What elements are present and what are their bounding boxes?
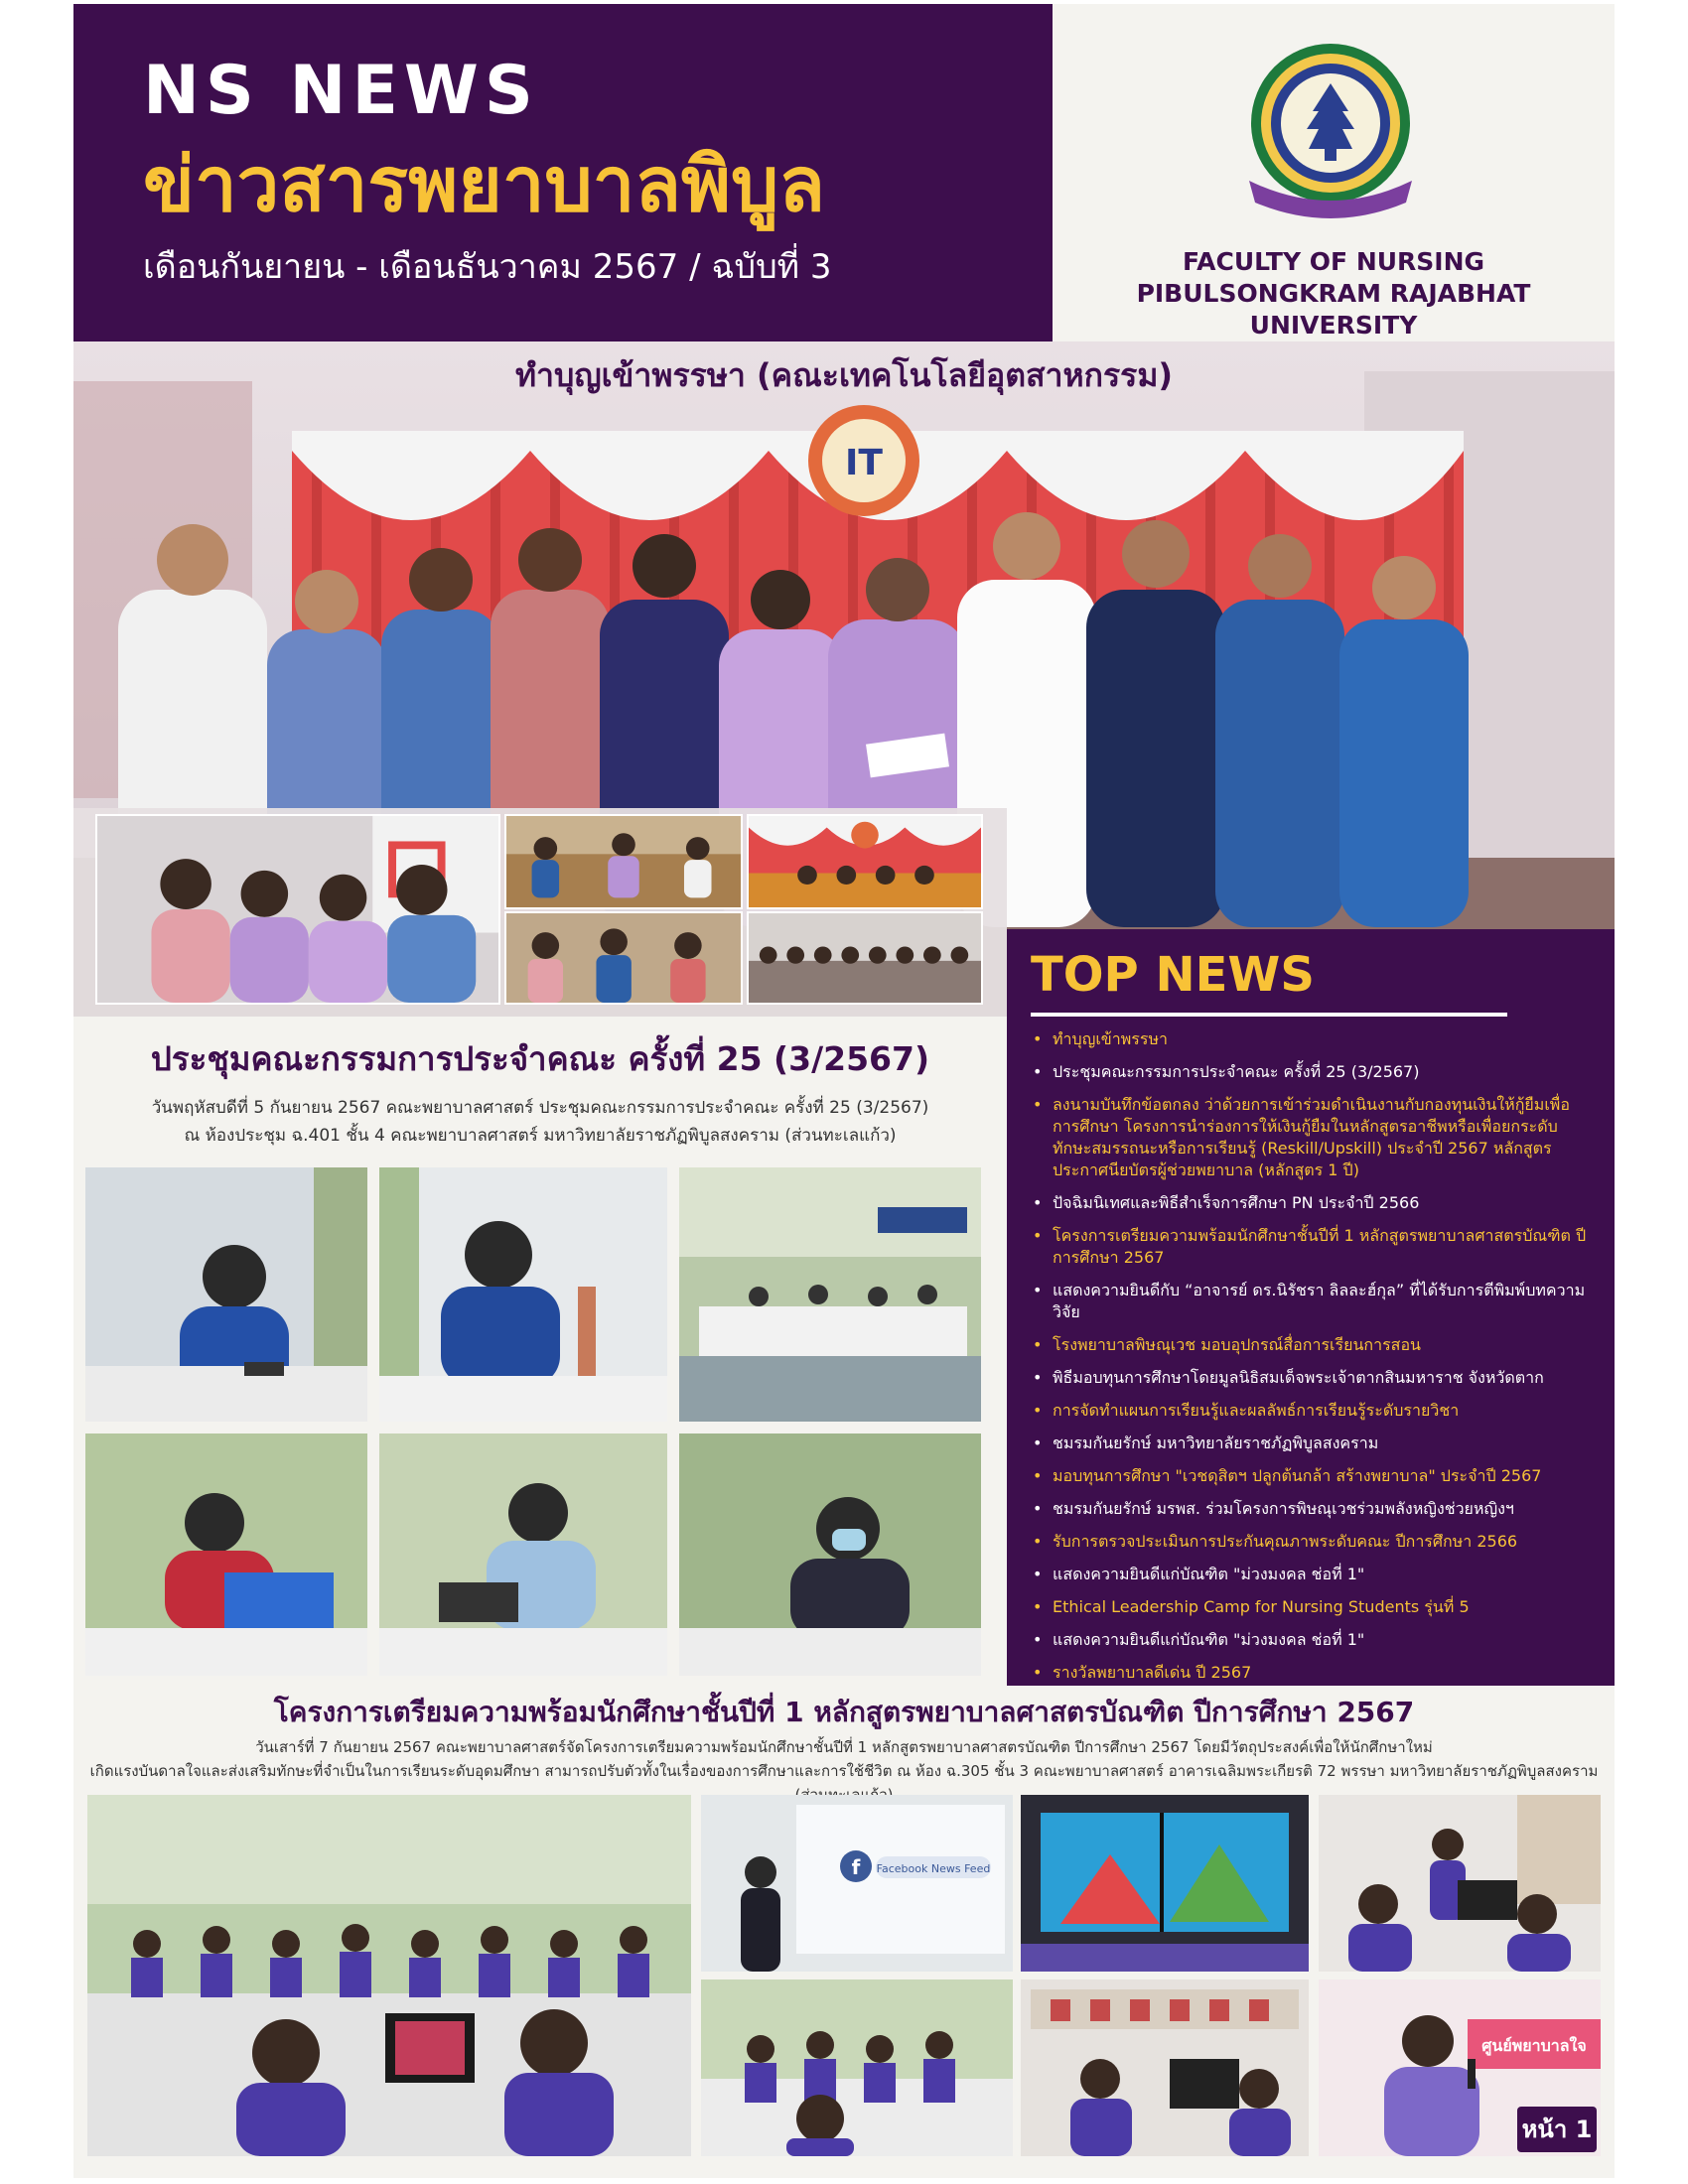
meeting-photo-5 [379, 1433, 667, 1676]
it-logo-text: IT [845, 443, 883, 483]
faculty-name-line1: FACULTY OF NURSING [1182, 247, 1485, 276]
orientation-desc-line2: เกิดแรงบันดาลใจและส่งเสริมทักษะที่จำเป็นในการเรียนระดับอุดมศึกษา สามารถปรับตัวทั้งในเรื่องของการศึกษาและการใช้ชีวิต ณ ห้อง ฉ.305 ชั้น 3 คณะพยาบาลศาสตร์ อาคารเฉลิมพระเกียรติ 72 พรรษา มหาวิทยาลัยราชภัฏพิบูลสงคราม [89, 1762, 1599, 1780]
orientation-photo-students-3 [1021, 1979, 1309, 2156]
masthead [73, 4, 1615, 341]
meeting-desc-line2: ณ ห้องประชุม ฉ.401 ชั้น 4 คณะพยาบาลศาสตร์ มหาวิทยาลัยราชภัฏพิบูลสงคราม (ส่วนทะเลแก้ว) [184, 1126, 897, 1146]
top-news-item[interactable]: • ลงนามบันทึกข้อตกลง ว่าด้วยการเข้าร่วมดำเนินงานกับกองทุนเงินให้กู้ยืมเพื่อการศึกษา โครงการนำร่องการให้เงินกู้ยืมในหลักสูตรอาชีพหรือเพื่อยกระดับทักษะสมรรถนะหรือการเรียนรู้ (Reskill/Upskill) ประจำปี 2567 หลักสูตรประกาศนียบัตรผู้ช่วยพยาบาล (หลักสูตร 1 ปี) [1031, 1094, 1591, 1181]
top-news-divider [1031, 1013, 1507, 1017]
orientation-section-title: โครงการเตรียมความพร้อมนักศึกษาชั้นปีที่ 1 หลักสูตรพยาบาลศาสตรบัณฑิต ปีการศึกษา 2567 [273, 1696, 1415, 1728]
newsletter-title-th: ข่าวสารพยาบาลพิบูล [143, 140, 825, 228]
top-news-item[interactable]: • แสดงความยินดีแก่บัณฑิต "ม่วงมงคล ช่อที่ 1" [1031, 1564, 1591, 1585]
top-news-item[interactable]: • แสดงความยินดีกับ “อาจารย์ ดร.นิรัชรา ลิลละฮ์กุล” ที่ได้รับการตีพิมพ์บทความวิจัย [1031, 1280, 1591, 1323]
orientation-photo-speaker [701, 1795, 1013, 1972]
meeting-photo-2 [379, 1167, 667, 1422]
orientation-photo-classroom [87, 1795, 691, 2156]
meeting-photo-6 [679, 1433, 981, 1676]
hero-photo [73, 341, 1615, 1017]
title-block [73, 4, 1053, 341]
top-news-title: TOP NEWS [1031, 947, 1315, 1003]
meeting-section-description [73, 1094, 1007, 1150]
orientation-photo-students-2 [701, 1979, 1013, 2156]
facebook-feed-label: Facebook News Feed [876, 1862, 991, 1875]
meeting-section-title: ประชุมคณะกรรมการประจำคณะ ครั้งที่ 25 (3/2567) [150, 1039, 930, 1078]
meeting-photo-3 [679, 1167, 981, 1422]
top-news-item[interactable]: • ปัจฉิมนิเทศและพิธีสำเร็จการศึกษา PN ประจำปี 2566 [1031, 1192, 1591, 1214]
meeting-photo-1 [85, 1167, 367, 1422]
hero-thumbnail-5 [747, 911, 983, 1005]
hero-thumbnail-3 [747, 814, 983, 909]
top-news-item[interactable]: • โครงการเตรียมความพร้อมนักศึกษาชั้นปีที่ 1 หลักสูตรพยาบาลศาสตรบัณฑิต ปีการศึกษา 2567 [1031, 1225, 1591, 1269]
faculty-name [1053, 246, 1615, 341]
top-news-item[interactable]: • ทำบุญเข้าพรรษา [1031, 1028, 1591, 1050]
hero-caption: ทำบุญเข้าพรรษา (คณะเทคโนโลยีอุตสาหกรรม) [514, 356, 1174, 394]
hero-thumbnail-4 [504, 911, 743, 1005]
faculty-logo-block [1053, 4, 1615, 341]
faculty-name-line2: PIBULSONGKRAM RAJABHAT UNIVERSITY [1136, 279, 1531, 340]
newsletter-title-en: NS NEWS [143, 52, 539, 130]
hero-thumbnail-2 [504, 814, 743, 909]
svg-text:f: f [851, 1855, 861, 1879]
top-news-item[interactable]: • ชมรมกันยรักษ์ มรพส. ร่วมโครงการพิษณุเวชร่วมพลังหญิงช่วยหญิงฯ [1031, 1498, 1591, 1520]
university-seal-icon [1231, 32, 1430, 230]
top-news-item[interactable]: • แสดงความยินดีแก่บัณฑิต "ม่วงมงคล ช่อที่ 1" [1031, 1629, 1591, 1651]
page-number-badge: หน้า 1 [1517, 2107, 1597, 2152]
issue-line: เดือนกันยายน - เดือนธันวาคม 2567 / ฉบับที่ 3 [143, 247, 832, 287]
top-news-item[interactable]: • มอบทุนการศึกษา "เวชดุสิตฯ ปลูกต้นกล้า สร้างพยาบาล" ประจำปี 2567 [1031, 1465, 1591, 1487]
top-news-item[interactable]: • พิธีมอบทุนการศึกษาโดยมูลนิธิสมเด็จพระเจ้าตากสินมหาราช จังหวัดตาก [1031, 1367, 1591, 1389]
hero-thumbnail-1 [95, 814, 500, 1005]
top-news-item[interactable]: • โรงพยาบาลพิษณุเวช มอบอุปกรณ์สื่อการเรียนการสอน [1031, 1334, 1591, 1356]
meeting-desc-line1: วันพฤหัสบดีที่ 5 กันยายน 2567 คณะพยาบาลศาสตร์ ประชุมคณะกรรมการประจำคณะ ครั้งที่ 25 (3/2567) [151, 1098, 929, 1118]
poster-label: ศูนย์พยาบาลใจ [1481, 2036, 1587, 2055]
orientation-photo-presentation [1021, 1795, 1309, 1972]
top-news-item[interactable]: • ชมรมกันยรักษ์ มหาวิทยาลัยราชภัฏพิบูลสงคราม [1031, 1433, 1591, 1454]
top-news-item[interactable]: • รับการตรวจประเมินการประกันคุณภาพระดับคณะ ปีการศึกษา 2566 [1031, 1531, 1591, 1553]
orientation-desc-line1: วันเสาร์ที่ 7 กันยายน 2567 คณะพยาบาลศาสตร์จัดโครงการเตรียมความพร้อมนักศึกษาชั้นปีที่ 1 หลักสูตรพยาบาลศาสตรบัณฑิต ปีการศึกษา 2567 โดยมีวัตถุประสงค์เพื่อให้นักศึกษาใหม่ [255, 1738, 1433, 1756]
meeting-photo-4 [85, 1433, 367, 1676]
top-news-item[interactable]: • ประชุมคณะกรรมการประจำคณะ ครั้งที่ 25 (3/2567) [1031, 1061, 1591, 1083]
orientation-photo-students-1 [1319, 1795, 1601, 1972]
top-news-item[interactable]: • รางวัลพยาบาลดีเด่น ปี 2567 [1031, 1662, 1591, 1684]
top-news-list [1031, 1028, 1591, 1684]
newsletter-page [73, 4, 1615, 2178]
top-news-panel [1007, 929, 1615, 1686]
top-news-item[interactable]: • การจัดทำแผนการเรียนรู้และผลลัพธ์การเรียนรู้ระดับรายวิชา [1031, 1400, 1591, 1422]
top-news-item[interactable]: • Ethical Leadership Camp for Nursing Students รุ่นที่ 5 [1031, 1596, 1591, 1618]
